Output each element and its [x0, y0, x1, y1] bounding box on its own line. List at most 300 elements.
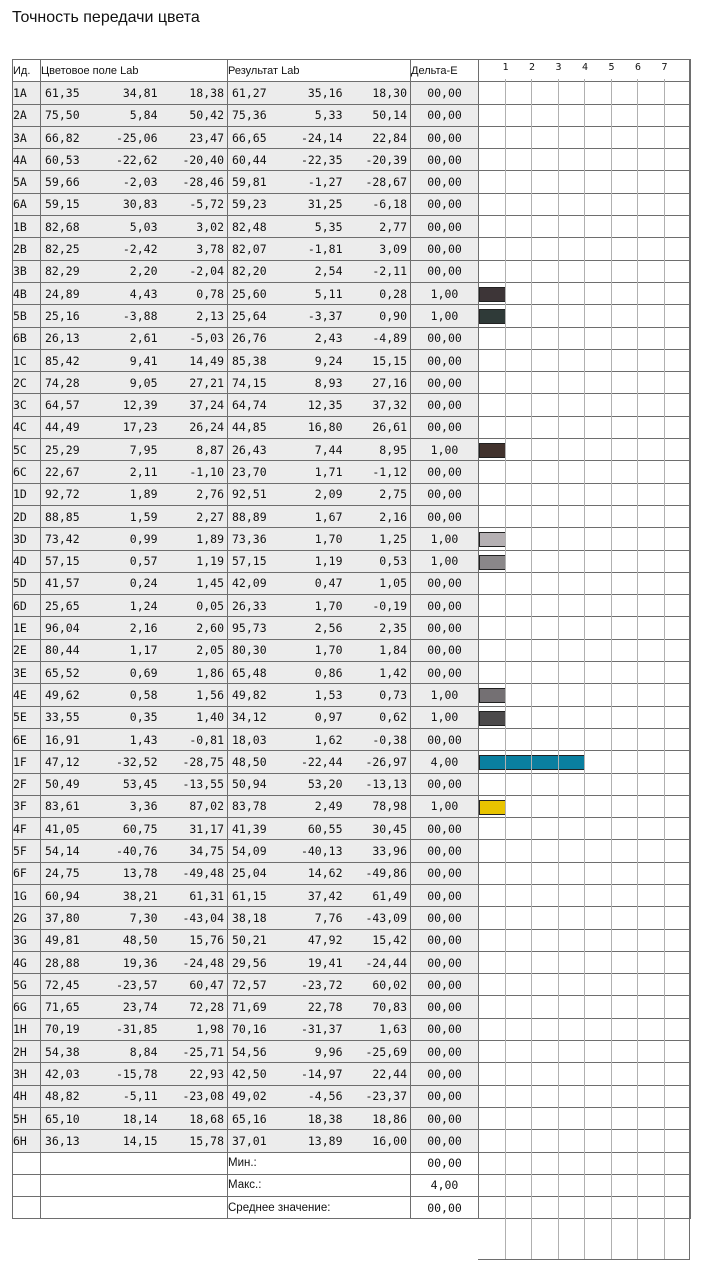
- b-value: 2,16: [379, 509, 407, 524]
- delta-e-value: 00,00: [411, 171, 479, 193]
- patch-lab-cell: [41, 126, 228, 148]
- l-value: 37,80: [45, 910, 80, 925]
- a-value: 7,76: [314, 910, 343, 925]
- table-row: [13, 595, 691, 617]
- a-value: 35,16: [307, 85, 343, 100]
- b-value: -49,86: [365, 866, 407, 881]
- delta-e-bar-cell: [479, 862, 691, 884]
- row-id: 4B: [13, 282, 41, 304]
- a-value: 0,57: [129, 554, 158, 569]
- l-value: 73,42: [45, 531, 80, 546]
- a-value: 1,53: [314, 687, 343, 702]
- l-value: 48,50: [232, 754, 267, 769]
- l-value: 24,89: [45, 286, 80, 301]
- result-lab-cell: [228, 126, 411, 148]
- l-value: 82,48: [232, 219, 267, 234]
- row-id: 6D: [13, 595, 41, 617]
- delta-e-value: 00,00: [411, 82, 479, 104]
- a-value: 1,70: [314, 598, 343, 613]
- b-value: 18,30: [372, 85, 407, 100]
- b-value: -5,72: [189, 197, 224, 212]
- table-row: [13, 1063, 691, 1085]
- delta-e-value: 00,00: [411, 1085, 479, 1107]
- delta-e-value: 00,00: [411, 862, 479, 884]
- l-value: 25,64: [232, 308, 267, 323]
- result-lab-cell: [228, 639, 411, 661]
- a-value: -31,37: [300, 1022, 343, 1037]
- result-lab-cell: [228, 416, 411, 438]
- l-value: 42,50: [232, 1067, 267, 1081]
- b-value: -13,13: [365, 777, 407, 792]
- delta-e-bar-cell: [479, 818, 691, 840]
- l-value: 83,78: [232, 799, 267, 814]
- result-lab-cell: [228, 327, 411, 349]
- patch-lab-cell: [41, 818, 228, 840]
- a-value: 8,84: [129, 1044, 158, 1059]
- patch-lab-cell: [41, 951, 228, 973]
- result-lab-cell: [228, 818, 411, 840]
- table-row: [13, 305, 691, 327]
- l-value: 74,28: [45, 375, 80, 390]
- delta-e-bar-cell: [479, 550, 691, 572]
- scale-tick-label: 1: [502, 62, 509, 73]
- summary-value: 4,00: [411, 1174, 479, 1196]
- l-value: 70,19: [45, 1022, 80, 1037]
- l-value: 61,15: [232, 888, 267, 903]
- a-value: 2,61: [129, 331, 158, 346]
- b-value: 0,62: [379, 710, 407, 725]
- l-value: 88,89: [232, 509, 267, 524]
- header-delta-e: Дельта-Е: [411, 60, 479, 82]
- delta-e-value: 00,00: [411, 461, 479, 483]
- delta-e-value: 00,00: [411, 349, 479, 371]
- a-value: 2,09: [314, 487, 343, 502]
- delta-e-bar-cell: [479, 260, 691, 282]
- b-value: 1,45: [196, 576, 224, 591]
- b-value: 27,21: [189, 375, 224, 390]
- l-value: 66,82: [45, 130, 80, 145]
- a-value: 2,56: [314, 621, 343, 636]
- a-value: 8,93: [314, 375, 343, 390]
- b-value: -20,39: [365, 152, 407, 167]
- b-value: 26,24: [189, 420, 224, 435]
- patch-lab-cell: [41, 974, 228, 996]
- patch-lab-cell: [41, 149, 228, 171]
- b-value: 31,17: [189, 821, 224, 836]
- table-row: [13, 126, 691, 148]
- b-value: 61,31: [189, 888, 224, 903]
- a-value: 16,80: [307, 420, 343, 435]
- delta-e-value: 1,00: [411, 550, 479, 572]
- delta-e-bar-cell: [479, 149, 691, 171]
- delta-e-value: 00,00: [411, 1018, 479, 1040]
- result-lab-cell: [228, 505, 411, 527]
- delta-e-value: 00,00: [411, 639, 479, 661]
- table-row: [13, 773, 691, 795]
- result-lab-cell: [228, 193, 411, 215]
- row-id: 1F: [13, 751, 41, 773]
- b-value: 70,83: [372, 1000, 407, 1015]
- l-value: 66,65: [232, 130, 267, 145]
- l-value: 25,04: [232, 866, 267, 881]
- a-value: 30,83: [122, 197, 158, 212]
- patch-lab-cell: [41, 1130, 228, 1152]
- row-id: 1B: [13, 216, 41, 238]
- a-value: -22,35: [300, 152, 343, 167]
- b-value: 15,76: [189, 933, 224, 948]
- l-value: 65,16: [232, 1111, 267, 1126]
- l-value: 71,65: [45, 1000, 80, 1015]
- b-value: 1,42: [379, 665, 407, 680]
- l-value: 72,45: [45, 977, 80, 992]
- delta-e-bar-cell: [479, 282, 691, 304]
- table-row: [13, 282, 691, 304]
- a-value: 2,11: [129, 464, 158, 479]
- patch-lab-cell: [41, 327, 228, 349]
- delta-e-value: 00,00: [411, 929, 479, 951]
- b-value: 60,02: [372, 977, 407, 992]
- a-value: 47,92: [307, 933, 343, 948]
- l-value: 70,16: [232, 1022, 267, 1037]
- b-value: -5,03: [189, 331, 224, 346]
- result-lab-cell: [228, 974, 411, 996]
- b-value: 2,27: [196, 509, 224, 524]
- a-value: -23,57: [115, 977, 158, 992]
- table-row: [13, 728, 691, 750]
- patch-lab-cell: [41, 483, 228, 505]
- delta-e-bar-cell: [479, 505, 691, 527]
- table-row: [13, 372, 691, 394]
- delta-e-bar-cell: [479, 951, 691, 973]
- a-value: -40,13: [300, 844, 343, 859]
- delta-e-bar-cell: [479, 193, 691, 215]
- a-value: 5,33: [314, 108, 343, 123]
- patch-lab-cell: [41, 193, 228, 215]
- delta-e-value: 1,00: [411, 684, 479, 706]
- patch-lab-cell: [41, 751, 228, 773]
- patch-lab-cell: [41, 505, 228, 527]
- delta-e-bar: [479, 688, 506, 703]
- delta-e-value: 00,00: [411, 572, 479, 594]
- scale-tick-label: 5: [608, 62, 615, 73]
- b-value: -2,04: [189, 264, 224, 279]
- result-lab-cell: [228, 238, 411, 260]
- result-lab-cell: [228, 840, 411, 862]
- l-value: 26,43: [232, 442, 267, 457]
- table-row: [13, 349, 691, 371]
- row-id: 1E: [13, 617, 41, 639]
- a-value: -31,85: [115, 1022, 158, 1037]
- a-value: 13,78: [122, 866, 158, 881]
- table-row: [13, 1107, 691, 1129]
- row-id: 6F: [13, 862, 41, 884]
- delta-e-bar-cell: [479, 1041, 691, 1063]
- b-value: 0,90: [379, 308, 407, 323]
- b-value: 26,61: [372, 420, 407, 435]
- row-id: 6C: [13, 461, 41, 483]
- result-lab-cell: [228, 1107, 411, 1129]
- a-value: 14,15: [122, 1133, 158, 1148]
- result-lab-cell: [228, 260, 411, 282]
- delta-e-bar-cell: [479, 1107, 691, 1129]
- result-lab-cell: [228, 617, 411, 639]
- row-id: 2F: [13, 773, 41, 795]
- b-value: 30,45: [372, 821, 407, 836]
- table-row: [13, 505, 691, 527]
- table-row: [13, 461, 691, 483]
- table-row: [13, 818, 691, 840]
- a-value: 7,44: [314, 442, 343, 457]
- delta-e-bar-cell: [479, 439, 691, 461]
- l-value: 26,13: [45, 331, 80, 346]
- a-value: 19,36: [122, 955, 158, 970]
- a-value: -4,56: [307, 1089, 343, 1104]
- l-value: 28,88: [45, 955, 80, 970]
- l-value: 50,21: [232, 933, 267, 948]
- header-patch-lab: Цветовое поле Lab: [41, 60, 228, 82]
- scale-bottom-border: [478, 1259, 690, 1260]
- patch-lab-cell: [41, 394, 228, 416]
- result-lab-cell: [228, 728, 411, 750]
- patch-lab-cell: [41, 260, 228, 282]
- patch-lab-cell: [41, 1107, 228, 1129]
- l-value: 80,30: [232, 643, 267, 658]
- result-lab-cell: [228, 1130, 411, 1152]
- summary-row: [13, 1174, 691, 1196]
- delta-e-bar-cell: [479, 706, 691, 728]
- b-value: 61,49: [372, 888, 407, 903]
- patch-lab-cell: [41, 82, 228, 104]
- delta-e-bar-cell: [479, 104, 691, 126]
- scale-tick-label: 7: [661, 62, 668, 73]
- b-value: -1,10: [189, 464, 224, 479]
- b-value: 1,05: [379, 576, 407, 591]
- b-value: 1,19: [196, 554, 224, 569]
- result-lab-cell: [228, 907, 411, 929]
- table-row: [13, 1130, 691, 1152]
- delta-e-value: 00,00: [411, 773, 479, 795]
- delta-e-value: 00,00: [411, 617, 479, 639]
- l-value: 85,38: [232, 353, 267, 368]
- a-value: 5,03: [129, 219, 158, 234]
- a-value: 53,45: [122, 777, 158, 792]
- row-id: 5B: [13, 305, 41, 327]
- b-value: -23,08: [182, 1089, 224, 1104]
- table-row: [13, 171, 691, 193]
- b-value: 22,93: [189, 1067, 224, 1081]
- row-id: 4A: [13, 149, 41, 171]
- patch-lab-cell: [41, 862, 228, 884]
- l-value: 42,03: [45, 1067, 80, 1081]
- delta-e-value: 00,00: [411, 951, 479, 973]
- delta-e-value: 1,00: [411, 439, 479, 461]
- patch-lab-cell: [41, 238, 228, 260]
- delta-e-value: 00,00: [411, 1063, 479, 1085]
- delta-e-bar-cell: [479, 840, 691, 862]
- l-value: 50,49: [45, 777, 80, 792]
- a-value: 23,74: [122, 1000, 158, 1015]
- row-id: 3G: [13, 929, 41, 951]
- l-value: 22,67: [45, 464, 80, 479]
- result-lab-cell: [228, 662, 411, 684]
- b-value: 8,95: [379, 442, 407, 457]
- delta-e-value: 00,00: [411, 104, 479, 126]
- b-value: 1,86: [196, 665, 224, 680]
- l-value: 26,33: [232, 598, 267, 613]
- delta-e-value: 00,00: [411, 996, 479, 1018]
- l-value: 23,70: [232, 464, 267, 479]
- b-value: 3,02: [196, 219, 224, 234]
- patch-lab-cell: [41, 282, 228, 304]
- row-id: 5C: [13, 439, 41, 461]
- a-value: 1,19: [314, 554, 343, 569]
- b-value: 1,89: [196, 531, 224, 546]
- table-row: [13, 193, 691, 215]
- table-right-border: [689, 59, 690, 1260]
- patch-lab-cell: [41, 773, 228, 795]
- a-value: 31,25: [307, 197, 343, 212]
- delta-e-bar-cell: [479, 126, 691, 148]
- table-row: [13, 394, 691, 416]
- result-lab-cell: [228, 572, 411, 594]
- summary-bar-cell: [479, 1197, 691, 1219]
- delta-e-value: 00,00: [411, 216, 479, 238]
- a-value: -1,81: [307, 242, 343, 257]
- row-id: 2A: [13, 104, 41, 126]
- delta-e-bar: [479, 287, 506, 302]
- l-value: 73,36: [232, 531, 267, 546]
- result-lab-cell: [228, 483, 411, 505]
- delta-e-bar-cell: [479, 483, 691, 505]
- b-value: 15,15: [372, 353, 407, 368]
- b-value: 1,40: [196, 710, 224, 725]
- patch-lab-cell: [41, 996, 228, 1018]
- a-value: 48,50: [122, 933, 158, 948]
- table-row: [13, 439, 691, 461]
- patch-lab-cell: [41, 595, 228, 617]
- a-value: 0,58: [129, 687, 158, 702]
- b-value: 33,96: [372, 844, 407, 859]
- delta-e-value: 00,00: [411, 149, 479, 171]
- a-value: 9,96: [314, 1044, 343, 1059]
- patch-lab-cell: [41, 439, 228, 461]
- row-id: 3E: [13, 662, 41, 684]
- b-value: -43,04: [182, 910, 224, 925]
- a-value: 1,67: [314, 509, 343, 524]
- table-row: [13, 483, 691, 505]
- delta-e-value: 00,00: [411, 818, 479, 840]
- table-body: [13, 82, 691, 1219]
- b-value: -43,09: [365, 910, 407, 925]
- delta-e-value: 1,00: [411, 795, 479, 817]
- a-value: 0,86: [314, 665, 343, 680]
- b-value: -1,12: [372, 464, 407, 479]
- a-value: 2,49: [314, 799, 343, 814]
- row-id: 6A: [13, 193, 41, 215]
- b-value: -13,55: [182, 777, 224, 792]
- a-value: 0,97: [314, 710, 343, 725]
- result-lab-cell: [228, 951, 411, 973]
- delta-e-value: 00,00: [411, 327, 479, 349]
- patch-lab-cell: [41, 728, 228, 750]
- row-id: 2C: [13, 372, 41, 394]
- b-value: 18,38: [189, 85, 224, 100]
- b-value: 0,53: [379, 554, 407, 569]
- table-row: [13, 840, 691, 862]
- patch-lab-cell: [41, 349, 228, 371]
- l-value: 71,69: [232, 1000, 267, 1015]
- delta-e-bar-cell: [479, 171, 691, 193]
- b-value: 3,09: [379, 242, 407, 257]
- l-value: 18,03: [232, 732, 267, 747]
- l-value: 54,14: [45, 844, 80, 859]
- a-value: -40,76: [115, 844, 158, 859]
- row-id: 3D: [13, 528, 41, 550]
- b-value: 27,16: [372, 375, 407, 390]
- result-lab-cell: [228, 795, 411, 817]
- b-value: 50,42: [189, 108, 224, 123]
- a-value: -5,11: [122, 1089, 158, 1104]
- l-value: 59,81: [232, 175, 267, 190]
- row-id: 6G: [13, 996, 41, 1018]
- b-value: 1,25: [379, 531, 407, 546]
- table-row: [13, 416, 691, 438]
- l-value: 50,94: [232, 777, 267, 792]
- l-value: 49,62: [45, 687, 80, 702]
- a-value: 0,99: [129, 531, 158, 546]
- l-value: 96,04: [45, 621, 80, 636]
- b-value: 1,84: [379, 643, 407, 658]
- summary-blank: [13, 1174, 41, 1196]
- delta-e-value: 00,00: [411, 505, 479, 527]
- result-lab-cell: [228, 372, 411, 394]
- row-id: 1D: [13, 483, 41, 505]
- b-value: 3,78: [196, 242, 224, 257]
- row-id: 1G: [13, 884, 41, 906]
- result-lab-cell: [228, 1085, 411, 1107]
- color-accuracy-table: [12, 59, 691, 1219]
- patch-lab-cell: [41, 662, 228, 684]
- l-value: 57,15: [45, 554, 80, 569]
- a-value: 5,11: [314, 286, 343, 301]
- table-row: [13, 528, 691, 550]
- a-value: 1,89: [129, 487, 158, 502]
- table-row: [13, 884, 691, 906]
- b-value: -49,48: [182, 866, 224, 881]
- a-value: 9,05: [129, 375, 158, 390]
- l-value: 82,29: [45, 264, 80, 279]
- a-value: 1,71: [314, 464, 343, 479]
- b-value: -24,48: [182, 955, 224, 970]
- delta-e-value: 00,00: [411, 662, 479, 684]
- delta-e-value: 00,00: [411, 1107, 479, 1129]
- result-lab-cell: [228, 773, 411, 795]
- l-value: 44,49: [45, 420, 80, 435]
- table-row: [13, 149, 691, 171]
- a-value: 3,36: [129, 799, 158, 814]
- row-id: 2D: [13, 505, 41, 527]
- table-row: [13, 572, 691, 594]
- a-value: -3,37: [307, 308, 343, 323]
- summary-blank: [41, 1152, 228, 1174]
- delta-e-bar-cell: [479, 1085, 691, 1107]
- delta-e-value: 00,00: [411, 884, 479, 906]
- l-value: 38,18: [232, 910, 267, 925]
- delta-e-bar-cell: [479, 728, 691, 750]
- l-value: 34,12: [232, 710, 267, 725]
- patch-lab-cell: [41, 907, 228, 929]
- row-id: 2E: [13, 639, 41, 661]
